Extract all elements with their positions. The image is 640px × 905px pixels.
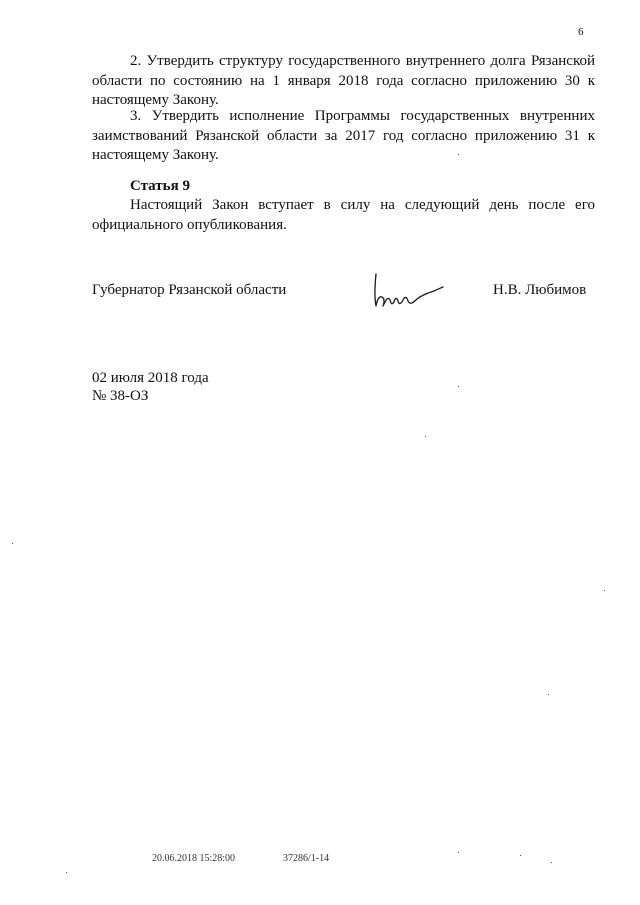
document-number: № 38-ОЗ	[92, 388, 149, 404]
scan-speck	[66, 872, 67, 873]
page-number: 6	[578, 26, 584, 38]
scan-speck	[604, 590, 605, 591]
scan-speck	[458, 154, 459, 155]
paragraph-debt-structure: 2. Утвердить структуру государственного внутреннего долга Рязанской области по состоянию на 1 января 2018 года согласно приложению 30 к настоящему Закону.	[92, 53, 595, 108]
handwritten-signature	[370, 270, 446, 312]
footer-registration-number: 37286/1-14	[283, 853, 330, 864]
article-heading: Статья 9	[130, 178, 190, 194]
document-date: 02 июля 2018 года	[92, 370, 209, 386]
scan-speck	[520, 855, 521, 856]
signer-title: Губернатор Рязанской области	[92, 282, 287, 298]
scan-speck	[548, 694, 549, 695]
scan-speck	[12, 543, 13, 544]
signer-name: Н.В. Любимов	[493, 282, 587, 298]
scan-speck	[458, 852, 459, 853]
scan-speck	[458, 386, 459, 387]
scan-speck	[425, 436, 426, 437]
scan-speck	[551, 862, 552, 863]
article-text: Настоящий Закон вступает в силу на следующий день после его официального опубликования.	[92, 197, 595, 233]
paragraph-borrowing-program: 3. Утвердить исполнение Программы государственных внутренних заимствований Рязанской области за 2017 год согласно приложению 31 к настоящему Закону.	[92, 108, 595, 163]
footer-timestamp: 20.06.2018 15:28:00	[152, 853, 236, 864]
